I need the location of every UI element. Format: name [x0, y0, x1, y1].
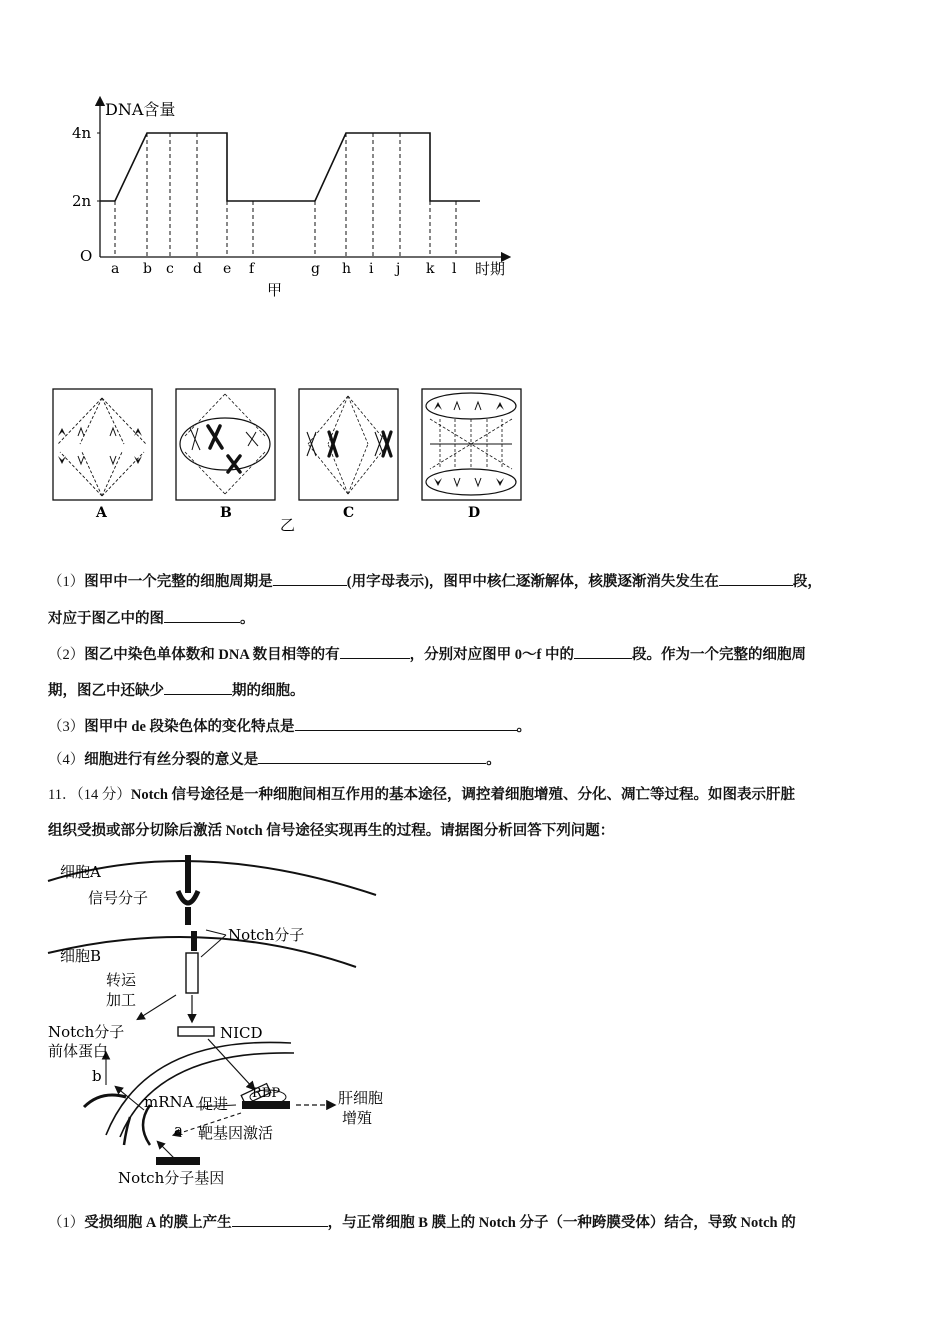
y-tick-2n: 2n [72, 192, 92, 210]
cell-c-label: C [343, 505, 355, 521]
period-label-d: d [193, 261, 202, 277]
mitosis-figure [50, 386, 530, 536]
period-label-g: g [311, 261, 320, 277]
transport-label-2: 加工 [106, 991, 137, 1009]
period-label-a: a [111, 261, 120, 277]
dna-content-graph [70, 95, 530, 305]
period-label-j: j [396, 261, 401, 277]
liver-label-1: 肝细胞 [338, 1089, 384, 1107]
rbp-label: RBP [252, 1086, 281, 1101]
answer-blank[interactable] [340, 646, 410, 659]
q10-sub1-line2: 对应于图乙中的图 。 [48, 611, 255, 627]
answer-blank[interactable] [232, 1214, 328, 1227]
q10-sub2-line2: 期，图乙中还缺少 期的细胞。 [48, 683, 305, 699]
answer-blank[interactable] [164, 610, 240, 623]
notch-receptor-b [186, 953, 198, 993]
y-axis-label: DNA含量 [105, 100, 176, 119]
period-dashes [115, 133, 456, 257]
signal-molecule-label: 信号分子 [88, 889, 149, 907]
graph-caption: 甲 [267, 281, 283, 299]
nicd-fragment [178, 1027, 214, 1036]
answer-blank[interactable] [273, 573, 347, 586]
answer-blank[interactable] [719, 573, 793, 586]
transport-label-1: 转运 [106, 971, 137, 989]
period-label-l: l [452, 261, 457, 277]
b-label: b [92, 1067, 102, 1085]
cell-a-label: 细胞A [60, 863, 101, 881]
dna-content-line [100, 133, 480, 201]
y-tick-4n: 4n [72, 124, 92, 142]
period-label-f: f [249, 261, 255, 277]
a-label: a [174, 1121, 183, 1139]
answer-blank[interactable] [164, 682, 232, 695]
period-label-b: b [143, 261, 152, 277]
period-label-i: i [369, 261, 374, 277]
q10-sub3: （3）图甲中 de 段染色体的变化特点是 。 [48, 719, 531, 735]
mrna-label: mRNA [144, 1093, 194, 1111]
origin-label: O [80, 247, 93, 265]
period-labels [111, 261, 457, 277]
x-axis-label: 时期 [475, 260, 506, 278]
mrna-strand [84, 1095, 126, 1107]
cell-c [299, 389, 398, 500]
cell-b-label: 细胞B [60, 947, 102, 965]
q10-sub1-line1: （1）图甲中一个完整的细胞周期是 (用字母表示)，图甲中核仁逐渐解体，核膜逐渐消失发生在 段， [48, 574, 822, 590]
q11-line1: 11．（14 分）Notch 信号途径是一种细胞间相互作用的基本途径，调控着细胞增殖、分化、凋亡等过程。如图表示肝脏 [48, 787, 796, 803]
q10-sub2-line1: （2）图乙中染色单体数和 DNA 数目相等的有 ，分别对应图甲 0～f 中的 段。作为一个完整的细胞周 [48, 647, 806, 663]
notch-molecule-label: Notch分子 [228, 926, 305, 944]
q11-sub1: （1）受损细胞 A 的膜上产生 ，与正常细胞 B 膜上的 Notch 分子（一种跨膜受体）结合，导致 Notch 的 [48, 1215, 796, 1231]
nicd-label: NICD [220, 1024, 263, 1042]
answer-blank[interactable] [574, 646, 632, 659]
liver-label-2: 增殖 [342, 1109, 373, 1127]
notch-gene [156, 1157, 200, 1165]
cell-d-label: D [468, 505, 481, 521]
figure-caption: 乙 [280, 516, 296, 534]
promote-label: 促进 [198, 1095, 229, 1113]
cell-a-label: A [96, 505, 107, 521]
period-label-e: e [223, 261, 232, 277]
answer-blank[interactable] [295, 718, 517, 731]
precursor-label-2: 前体蛋白 [48, 1042, 109, 1060]
cell-a [53, 389, 152, 500]
answer-blank[interactable] [258, 751, 486, 764]
period-label-c: c [166, 261, 174, 277]
cell-b [176, 389, 275, 500]
period-label-k: k [426, 261, 435, 277]
notch-pointer-1 [206, 930, 226, 935]
precursor-label-1: Notch分子 [48, 1023, 125, 1041]
notch-gene-label: Notch分子基因 [118, 1169, 225, 1187]
notch-pathway-diagram [46, 845, 406, 1190]
cell-d [422, 389, 521, 500]
cell-b-label: B [220, 505, 232, 521]
q11-line2: 组织受损或部分切除后激活 Notch 信号途径实现再生的过程。请据图分析回答下列问题： [48, 823, 615, 839]
target-gene [242, 1101, 290, 1109]
period-label-h: h [342, 261, 352, 277]
target-gene-label: 靶基因激活 [198, 1124, 274, 1142]
q10-sub4: （4）细胞进行有丝分裂的意义是 。 [48, 752, 501, 768]
